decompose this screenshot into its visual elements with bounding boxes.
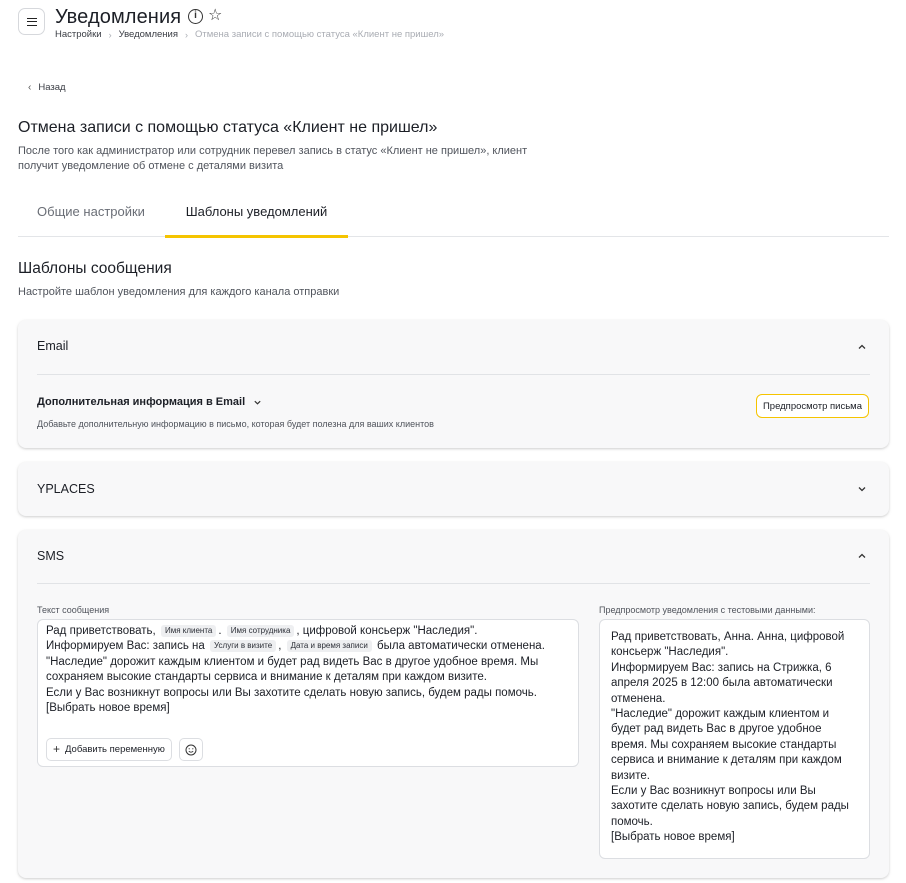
message-text: , цифровой консьерж "Наследия". [296, 625, 478, 637]
tab-notification-templates[interactable]: Шаблоны уведомлений [165, 192, 348, 236]
page-header [0, 0, 906, 60]
menu-button[interactable] [18, 8, 45, 35]
breadcrumb [55, 29, 444, 40]
smile-icon [185, 744, 197, 756]
sms-panel-title[interactable]: SMS [37, 549, 65, 563]
message-line [46, 639, 570, 654]
preview-line: помочь. [611, 815, 653, 828]
additional-info-title: Дополнительная информация в Email [37, 396, 246, 408]
emoji-button[interactable] [179, 738, 203, 761]
variable-chip-client-name[interactable]: Имя клиента [161, 625, 216, 637]
templates-title: Шаблоны сообщения [18, 260, 172, 277]
chevron-up-icon[interactable] [857, 551, 867, 561]
divider [37, 583, 870, 584]
message-text-label: Текст сообщения [37, 605, 110, 615]
breadcrumb-item-settings[interactable]: Настройки [55, 29, 102, 40]
preview-line: время. Мы сохраняем высокие стандарты [611, 738, 837, 751]
breadcrumb-item-current: Отмена записи с помощью статуса «Клиент не пришел» [195, 29, 445, 40]
back-link[interactable] [28, 82, 66, 93]
sms-panel [18, 530, 889, 878]
hamburger-icon [27, 18, 37, 26]
message-text: . [218, 625, 222, 637]
add-variable-label: Добавить переменную [65, 743, 165, 755]
email-panel [18, 320, 889, 448]
chevron-left-icon: ‹ [28, 82, 32, 93]
preview-line: "Наследие" дорожит каждым клиентом и [611, 708, 830, 721]
preview-line: визите. [611, 769, 650, 782]
chevron-down-icon [253, 398, 262, 407]
tab-general-settings[interactable]: Общие настройки [37, 204, 145, 219]
message-text: Информируем Вас: запись на [46, 640, 205, 653]
tabs [18, 192, 889, 237]
section-description [18, 144, 578, 174]
info-icon[interactable]: i [188, 9, 203, 24]
preview-line: Если у Вас возникнут вопросы или Вы [611, 785, 816, 798]
preview-line: Рад приветствовать, Анна. Анна, цифровой [611, 631, 845, 643]
preview-email-button[interactable]: Предпросмотр письма [756, 394, 869, 418]
preview-line: консьерж "Наследия". [611, 646, 729, 659]
variable-chip-datetime[interactable]: Дата и время записи [287, 640, 372, 652]
sms-preview [599, 619, 870, 859]
preview-label: Предпросмотр уведомления с тестовыми данными: [599, 605, 816, 615]
message-line: "Наследие" дорожит каждым клиентом и будет рад видеть Вас в другое удобное время. Мы [46, 655, 539, 668]
email-panel-title[interactable]: Email [37, 339, 69, 353]
page-title: Уведомления [55, 6, 182, 28]
section-description-line: получит уведомление об отмене с деталями визита [18, 160, 284, 172]
additional-info-description: Добавьте дополнительную информацию в письмо, которая будет полезна для ваших клиентов [37, 419, 434, 429]
templates-description: Настройте шаблон уведомления для каждого канала отправки [18, 286, 340, 298]
section-description-line: После того как администратор или сотрудник перевел запись в статус «Клиент не пришел», клиент [18, 145, 528, 157]
chevron-down-icon[interactable] [857, 484, 867, 494]
chevron-right-icon: › [108, 29, 112, 40]
breadcrumb-item-notifications[interactable]: Уведомления [118, 29, 178, 40]
message-text: была автоматически отменена. [377, 640, 545, 653]
message-line: сохраняем высокие стандарты сервиса и внимание к деталям при каждом визите. [46, 671, 487, 684]
star-icon[interactable]: ☆ [208, 7, 223, 24]
plus-icon: + [53, 741, 61, 756]
message-line [46, 624, 570, 639]
message-text: Рад приветствовать, [46, 625, 156, 637]
preview-line: отменена. [611, 692, 666, 705]
add-variable-button[interactable] [46, 738, 172, 761]
preview-line: сервиса и внимание к деталям при каждом [611, 754, 842, 767]
message-toolbar [46, 738, 203, 761]
preview-line: Информируем Вас: запись на Стрижка, 6 [611, 661, 832, 674]
preview-line: апреля 2025 в 12:00 была автоматически [611, 677, 833, 690]
section-title: Отмена записи с помощью статуса «Клиент не пришел» [18, 119, 438, 136]
chevron-right-icon: › [185, 29, 188, 40]
preview-line: [Выбрать новое время] [611, 831, 735, 844]
yplaces-panel[interactable] [18, 462, 889, 516]
preview-line: захотите сделать новую запись, будем рады [611, 800, 849, 813]
back-label: Назад [38, 82, 66, 93]
preview-line: будет рад видеть Вас в другое удобное [611, 723, 822, 736]
message-editor[interactable] [37, 619, 579, 767]
message-line: Если у Вас возникнут вопросы или Вы захотите сделать новую запись, будем рады помочь. [46, 686, 537, 699]
message-line: [Выбрать новое время] [46, 702, 170, 715]
chevron-up-icon[interactable] [857, 342, 867, 352]
variable-chip-services[interactable]: Услуги в визите [210, 640, 276, 652]
message-text: , [278, 640, 282, 653]
additional-info-toggle[interactable] [37, 396, 262, 408]
variable-chip-employee-name[interactable]: Имя сотрудника [227, 625, 295, 637]
divider [37, 374, 870, 375]
yplaces-panel-title[interactable]: YPLACES [37, 482, 95, 496]
